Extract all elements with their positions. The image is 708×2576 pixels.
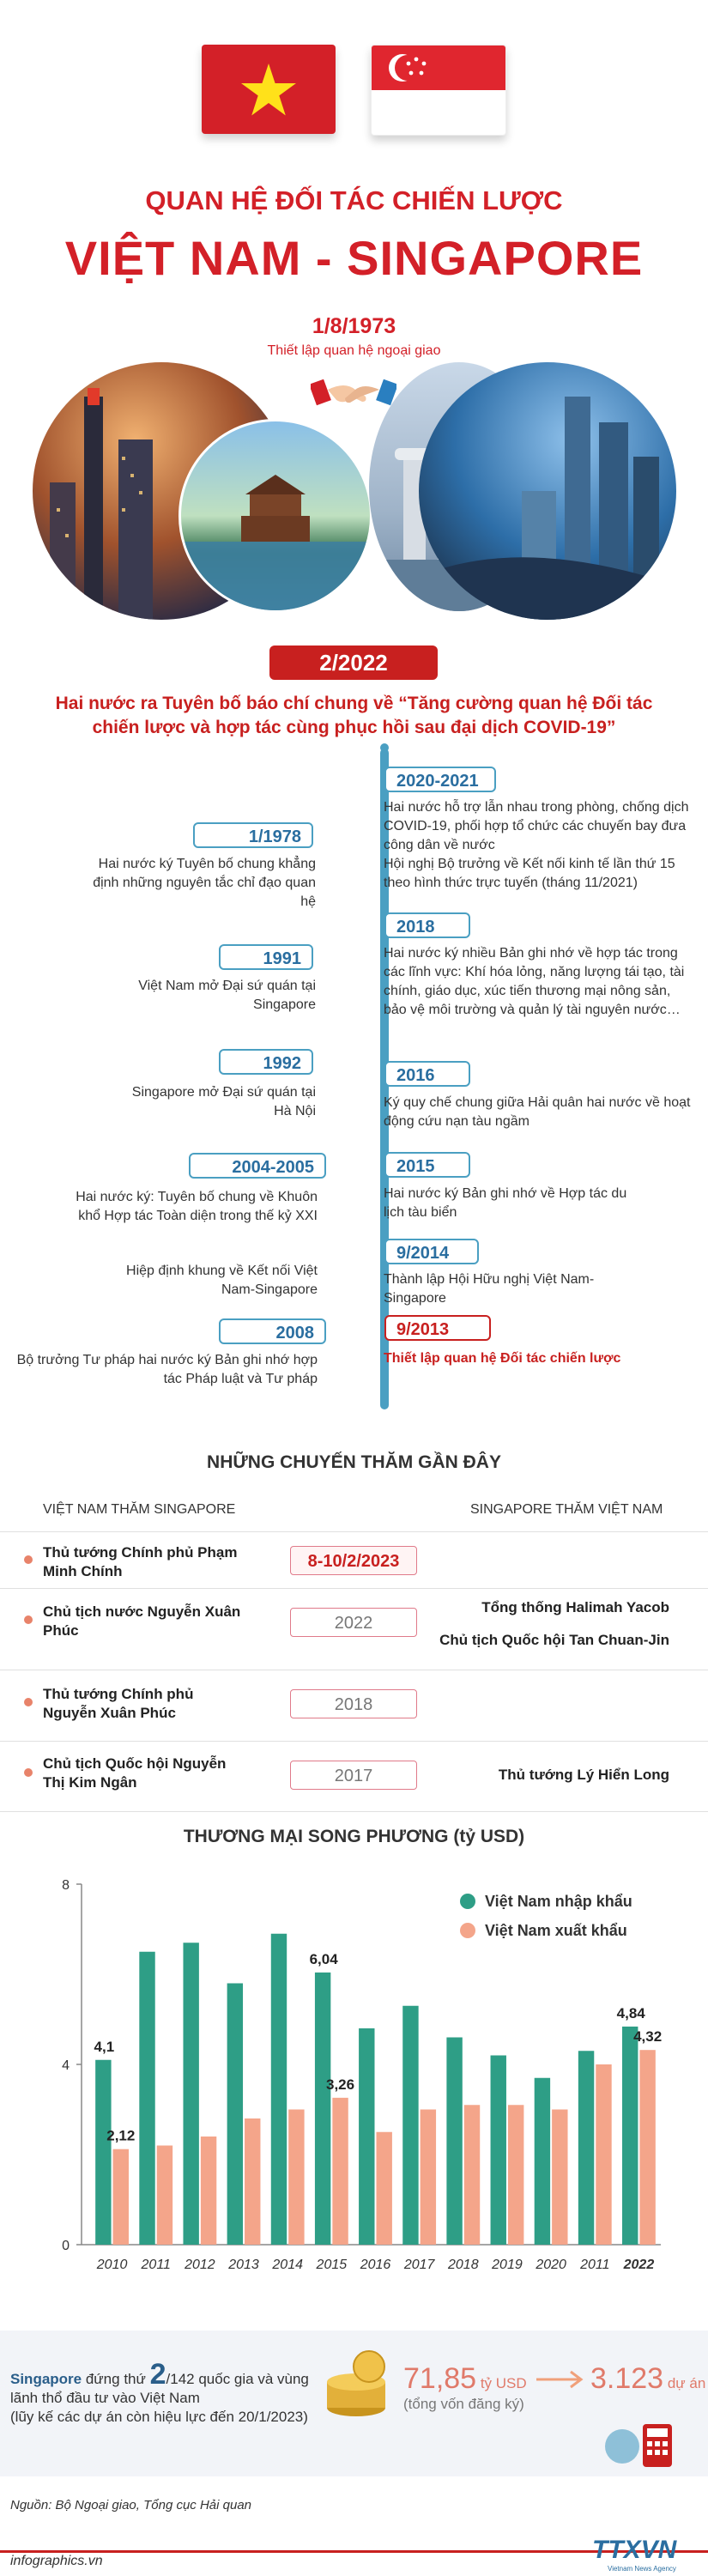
coins-icon (318, 2348, 395, 2425)
visits-right-head: SINGAPORE THĂM VIỆT NAM (470, 1502, 663, 1517)
visit-sg-2b: Chủ tịch Quốc hội Tan Chuan-Jin (439, 1632, 669, 1648)
projects-value: 3.123 (590, 2362, 664, 2395)
divider (0, 1588, 708, 1589)
visit-vn-2: Chủ tịch nước Nguyễn Xuân Phúc (43, 1603, 241, 1639)
handshake-icon (311, 371, 396, 414)
legend-label: Việt Nam nhập khẩu (485, 1893, 632, 1910)
timeline-date-2020: 2020-2021 (384, 767, 496, 792)
x-tick-label: 2013 (228, 2258, 259, 2272)
highlight-year: 2/2022 (269, 646, 438, 680)
x-tick-label: 2018 (448, 2258, 479, 2272)
divider (0, 1741, 708, 1742)
row-dot (24, 1555, 33, 1564)
visit-vn-1: Thủ tướng Chính phủ Phạm Minh Chính (43, 1544, 238, 1579)
row-dot (24, 1698, 33, 1706)
timeline-date-2013: 9/2013 (384, 1315, 491, 1341)
x-tick-label: 2012 (185, 2258, 215, 2272)
source-note: Nguồn: Bộ Ngoại giao, Tổng cục Hải quan (10, 2498, 252, 2512)
timeline-date-1978: 1/1978 (193, 822, 313, 848)
bar-import (315, 1973, 330, 2245)
investment-text (10, 2358, 336, 2427)
bar-import (491, 2056, 506, 2246)
timeline-date-2018: 2018 (384, 912, 470, 938)
divider (0, 1811, 708, 1812)
site-link[interactable]: infographics.vn (10, 2554, 103, 2568)
timeline-text-2020b: Hội nghị Bộ trưởng về Kết nối kinh tế lần thứ 15 theo hình thức trực tuyến (tháng 11/2021) (384, 857, 675, 890)
trade-chart (0, 1858, 708, 2322)
bar-import (271, 1934, 287, 2245)
capital-block (403, 2362, 527, 2413)
investment-rank: 2 (149, 2358, 166, 2391)
x-tick-label: 2019 (492, 2258, 523, 2272)
timeline-date-2014: 9/2014 (384, 1239, 479, 1264)
bar-export (596, 2064, 611, 2245)
x-tick-label: 2014 (272, 2258, 303, 2272)
ttxvn-logo: TTXVN (592, 2536, 677, 2564)
ttxvn-logo-sub: Vietnam News Agency (608, 2565, 676, 2573)
timeline-text-2004b: Hiệp định khung về Kết nối Việt Nam-Singapore (126, 1264, 318, 1297)
timeline-date-1991: 1991 (219, 944, 313, 970)
bar-export (421, 2110, 436, 2246)
bar-export (639, 2050, 655, 2245)
timeline-text-1978: Hai nước ký Tuyên bố chung khẳng định những nguyên tắc chỉ đạo quan hệ (93, 857, 316, 909)
bar-import (446, 2038, 462, 2246)
arrow-right-icon (536, 2369, 588, 2390)
data-label: 2,12 (106, 2127, 136, 2144)
visit-sg-4: Thủ tướng Lý Hiển Long (498, 1767, 669, 1783)
data-label: 4,32 (633, 2028, 663, 2046)
bar-export (464, 2105, 480, 2245)
y-tick-label: 4 (62, 2058, 70, 2073)
page-title: VIỆT NAM - SINGAPORE (64, 231, 644, 285)
timeline-text-2013: Thiết lập quan hệ Đối tác chiến lược (384, 1351, 621, 1366)
capital-label: (tổng vốn đăng ký) (403, 2396, 524, 2412)
bar-export (157, 2146, 172, 2246)
bar-import (622, 2027, 638, 2245)
visit-date-1: 8-10/2/2023 (290, 1546, 417, 1575)
capital-unit: tỷ USD (476, 2375, 527, 2391)
visit-sg-2: Tổng thống Halimah Yacob (481, 1599, 669, 1615)
bar-export (552, 2110, 567, 2246)
timeline-text-2015: Hai nước ký Bản ghi nhớ về Hợp tác du lịch tàu biển (384, 1186, 627, 1220)
y-tick-label: 8 (62, 1878, 70, 1893)
projects-block (590, 2362, 705, 2396)
data-label: 4,84 (616, 2004, 645, 2021)
data-label: 6,04 (309, 1950, 338, 1967)
projects-unit: dự án (663, 2375, 706, 2391)
visit-vn-3: Thủ tướng Chính phủ Nguyễn Xuân Phúc (43, 1686, 194, 1721)
star-icon (202, 45, 336, 134)
singapore-flag (371, 45, 506, 136)
bar-import (139, 1952, 154, 2245)
highlight-text: Hai nước ra Tuyên bố báo chí chung về “Tăng cường quan hệ Đối tác chiến lược và hợp tác cùng phục hồi sau đại dịch COVID-19” (55, 694, 653, 737)
legend-dot (460, 1923, 475, 1938)
visit-date-3: 2018 (290, 1689, 417, 1718)
row-dot (24, 1615, 33, 1624)
data-label: 4,1 (94, 2038, 115, 2055)
bar-import (535, 2078, 550, 2245)
investment-country: Singapore (10, 2371, 82, 2387)
bar-import (578, 2051, 594, 2245)
divider (0, 1531, 708, 1532)
vietnam-flag (202, 45, 336, 134)
singapore-skyline-image (419, 362, 676, 620)
chart-title: THƯƠNG MẠI SONG PHƯƠNG (tỷ USD) (183, 1827, 525, 1846)
hoan-kiem-lake-image (179, 419, 372, 613)
timeline-text-1992: Singapore mở Đại sứ quán tại Hà Nội (131, 1085, 316, 1118)
bar-export (377, 2132, 392, 2245)
bar-import (402, 2006, 418, 2245)
timeline-text-2020: Hai nước hỗ trợ lẫn nhau trong phòng, chống dịch COVID-19, phối hợp tổ chức các chuyến bay đưa công dân về nước (384, 800, 689, 852)
row-dot (24, 1768, 33, 1777)
timeline-date-2016: 2016 (384, 1061, 470, 1087)
timeline-text-2016: Ký quy chế chung giữa Hải quân hai nước về hoạt động cứu nạn tàu ngầm (384, 1095, 691, 1129)
investment-t1: đứng thứ (82, 2371, 150, 2387)
timeline-date-1992: 1992 (219, 1049, 313, 1075)
timeline-text-2008: Bộ trưởng Tư pháp hai nước ký Bản ghi nhớ hợp tác Pháp luật và Tư pháp (16, 1353, 318, 1386)
bar-import (359, 2028, 374, 2245)
y-tick-label: 0 (62, 2239, 70, 2253)
bar-export (508, 2105, 523, 2245)
x-tick-label: 2016 (360, 2258, 391, 2272)
bar-export (332, 2098, 348, 2245)
x-tick-label: 2011 (580, 2258, 610, 2272)
crescent-stars-icon (372, 45, 505, 90)
legend-dot (460, 1894, 475, 1909)
visit-vn-4: Chủ tịch Quốc hội Nguyễn Thị Kim Ngân (43, 1755, 227, 1791)
bar-import (183, 1943, 198, 2245)
legend-label: Việt Nam xuất khẩu (485, 1922, 627, 1939)
timeline-text-2014: Thành lập Hội Hữu nghị Việt Nam-Singapore (384, 1272, 595, 1306)
timeline-date-2015: 2015 (384, 1152, 470, 1178)
x-tick-label: 2017 (403, 2258, 435, 2272)
x-tick-label: 2022 (623, 2258, 655, 2272)
visit-date-2: 2022 (290, 1608, 417, 1637)
data-label: 3,26 (326, 2076, 355, 2093)
establish-date: 1/8/1973 (312, 314, 396, 338)
bar-export (288, 2110, 304, 2246)
investment-t2: /142 quốc gia và vùng lãnh thổ đầu tư vào Việt Nam (10, 2371, 309, 2406)
bar-export (245, 2118, 260, 2245)
x-tick-label: 2010 (96, 2258, 128, 2272)
x-tick-label: 2020 (536, 2258, 566, 2272)
timeline-text-2018: Hai nước ký nhiều Bản ghi nhớ về hợp tác trong các lĩnh vực: Khí hóa lỏng, năng lượng tái tạo, tài chính, giáo dục, xúc tiến thương mại nông sản, bảo vệ môi trường và quản lý tài nguyên nước… (384, 946, 685, 1017)
calculator-money-icon (605, 2421, 682, 2472)
timeline-dot (380, 743, 389, 752)
bar-export (201, 2137, 216, 2245)
establish-label: Thiết lập quan hệ ngoại giao (267, 343, 441, 358)
timeline-text-2004: Hai nước ký: Tuyên bố chung về Khuôn khổ Hợp tác Toàn diện trong thế kỷ XXI (76, 1190, 318, 1223)
investment-note: (lũy kế các dự án còn hiệu lực đến 20/1/2023) (10, 2409, 308, 2425)
visit-date-4: 2017 (290, 1761, 417, 1790)
bar-import (95, 2060, 111, 2245)
capital-value: 71,85 (403, 2362, 477, 2395)
timeline-text-1991: Việt Nam mở Đại sứ quán tại Singapore (138, 979, 316, 1012)
title-subtitle: QUAN HỆ ĐỐI TÁC CHIẾN LƯỢC (145, 185, 563, 215)
timeline-date-2004: 2004-2005 (189, 1153, 326, 1179)
timeline-date-2008: 2008 (219, 1318, 326, 1344)
x-tick-label: 2011 (141, 2258, 171, 2272)
bar-export (113, 2149, 129, 2245)
visits-left-head: VIỆT NAM THĂM SINGAPORE (43, 1502, 236, 1517)
x-tick-label: 2015 (316, 2258, 348, 2272)
visits-title: NHỮNG CHUYẾN THĂM GẦN ĐÂY (207, 1452, 501, 1472)
bar-import (227, 1984, 243, 2246)
